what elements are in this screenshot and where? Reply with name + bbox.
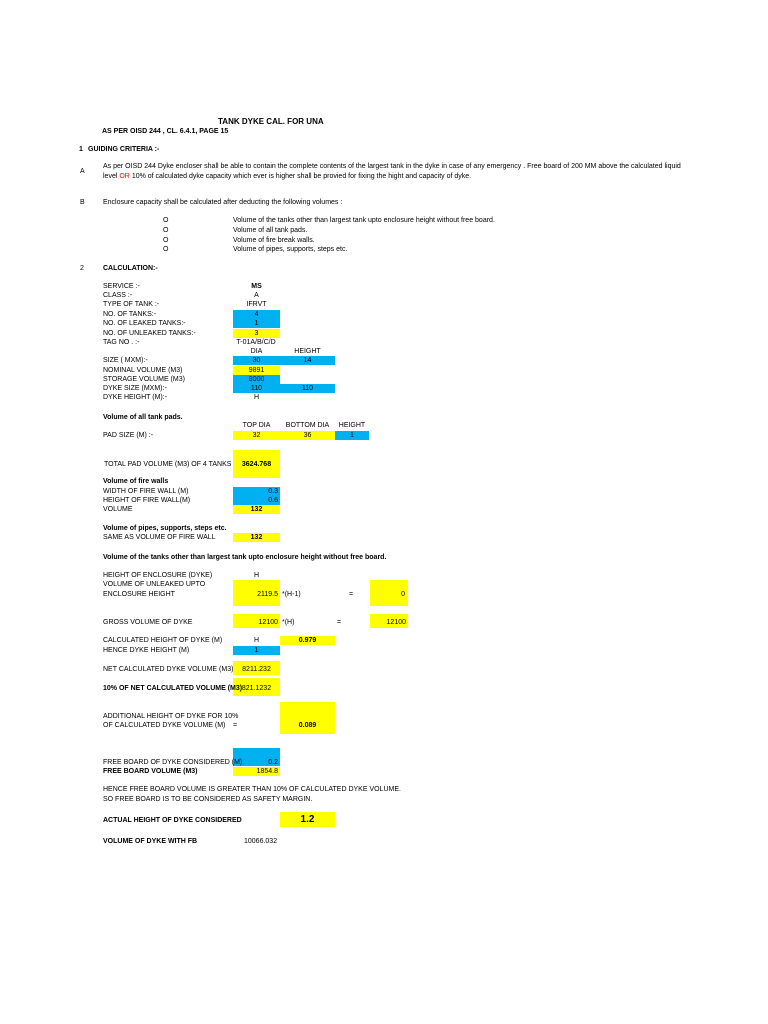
bullet-text: Volume of all tank pads.: [233, 227, 308, 234]
hence-height-value: 1: [233, 646, 280, 655]
pads-heading: Volume of all tank pads.: [103, 414, 183, 421]
size-height: 14: [280, 356, 335, 365]
unleaked-value: 3: [233, 329, 280, 338]
gross-result: 12100: [386, 619, 406, 626]
tank-type-value: IFRVT: [246, 301, 267, 308]
dyke-size-label: DYKE SIZE (MXM):-: [103, 385, 167, 392]
bottom-dia-header: BOTTOM DIA: [285, 422, 330, 429]
free-board-value: 0.2: [268, 759, 278, 766]
tanks-value: 4: [233, 310, 280, 319]
calc-height-label: CALCULATED HEIGHT OF DYKE (M): [103, 637, 223, 644]
bullet-text: Volume of the tanks other than largest tank upto enclosure height without free board.: [233, 217, 495, 224]
fire-volume-label: VOLUME: [103, 506, 133, 513]
nominal-value: 9891: [233, 366, 280, 375]
reference-line: AS PER OISD 244 , CL. 6.4.1, PAGE 15: [102, 128, 229, 135]
free-board-volume-label: FREE BOARD VOLUME (M3): [103, 768, 198, 775]
unleaked-vol-label: VOLUME OF UNLEAKED UPTO: [103, 581, 206, 588]
pipes-label: SAME AS VOLUME OF FIRE WALL: [103, 534, 216, 541]
net-volume-value: 8211.232: [242, 666, 271, 673]
conclusion-note-2: SO FREE BOARD IS TO BE CONSIDERED AS SAFETY MARGIN.: [103, 796, 313, 803]
free-board-volume-value: 1854.8: [233, 767, 280, 776]
pad-size-label: PAD SIZE (M) :-: [103, 432, 154, 439]
additional-label: ADDITIONAL HEIGHT OF DYKE FOR 10%: [103, 713, 239, 720]
additional-label-2: OF CALCULATED DYKE VOLUME (M): [103, 722, 226, 729]
top-dia-header: TOP DIA: [242, 422, 271, 429]
ten-percent-label: 10% OF NET CALCULATED VOLUME (M3): [103, 685, 243, 692]
hoe-value: H: [253, 572, 260, 579]
tag-label: TAG NO . :-: [103, 339, 140, 346]
pipes-value: 132: [233, 533, 280, 542]
hence-height-label: HENCE DYKE HEIGHT (M): [103, 647, 190, 654]
equals-sign: =: [349, 591, 354, 598]
pad-top-dia: 32: [233, 431, 280, 440]
dyke-height-value: H: [253, 394, 260, 401]
unleaked-result: 0: [401, 591, 405, 598]
storage-value: 8000: [233, 375, 280, 384]
actual-height-label: ACTUAL HEIGHT OF DYKE CONSIDERED: [103, 817, 242, 824]
pad-bottom-dia: 36: [280, 431, 335, 440]
unleaked-vol-label-2: ENCLOSURE HEIGHT: [103, 591, 175, 598]
fire-width-value: 0.3: [233, 487, 280, 496]
clause-text: Enclosure capacity shall be calculated after deducting the following volumes :: [103, 199, 343, 206]
dyke-size-b: 110: [280, 384, 335, 393]
gross-label: GROSS VOLUME OF DYKE: [103, 619, 193, 626]
free-board-label: FREE BOARD OF DYKE CONSIDERED (M): [103, 759, 243, 766]
fire-volume-value: 132: [233, 505, 280, 514]
unleaked-vol-value: 2119.5: [257, 591, 278, 598]
ten-percent-value: 821.1232: [241, 685, 272, 692]
pipes-heading: Volume of pipes, supports, steps etc.: [103, 525, 227, 532]
dia-header: DIA: [250, 348, 263, 355]
section-heading: CALCULATION:-: [103, 265, 158, 272]
section-number: 2: [80, 265, 84, 272]
hoe-label: HEIGHT OF ENCLOSURE (DYKE): [103, 572, 213, 579]
calc-height-value: 0.979: [280, 636, 335, 645]
pad-height-header: HEIGHT: [338, 422, 366, 429]
fire-width-label: WIDTH OF FIRE WALL (M): [103, 488, 189, 495]
bullet-mark: O: [163, 217, 169, 224]
gross-multiplier: *(H): [282, 619, 295, 626]
bullet-mark: O: [163, 227, 169, 234]
other-heading: Volume of the tanks other than largest tank upto enclosure height without free board.: [103, 554, 387, 561]
tag-value: T-01A/B/C/D: [236, 339, 276, 346]
storage-label: STORAGE VOLUME (M3): [103, 376, 185, 383]
volume-with-fb-value: 10066.032: [244, 838, 278, 845]
tanks-label: NO. OF TANKS:-: [103, 311, 157, 318]
service-label: SERVICE :-: [103, 283, 140, 290]
pad-height: 1: [335, 431, 369, 440]
net-volume-label: NET CALCULATED DYKE VOLUME (M3): [103, 666, 234, 673]
tank-type-label: TYPE OF TANK :-: [103, 301, 160, 308]
bullet-text: Volume of pipes, supports, steps etc.: [233, 246, 348, 253]
section-number: 1: [79, 146, 83, 153]
document-title: TANK DYKE CAL. FOR UNA: [218, 117, 324, 126]
bullet-text: Volume of fire break walls.: [233, 237, 315, 244]
leaked-label: NO. OF LEAKED TANKS:-: [103, 320, 186, 327]
section-heading: GUIDING CRITERIA :-: [88, 146, 160, 153]
dyke-height-label: DYKE HEIGHT (M):-: [103, 394, 168, 401]
clause-text: As per OISD 244 Dyke encloser shall be able to contain the complete contents of the largest tank in the dyke in case of any emergency . Free board of 200 MM above the calculated liquid: [103, 163, 681, 170]
gross-value: 12100: [258, 619, 278, 626]
actual-height-value: 1.2: [280, 812, 335, 827]
class-value: A: [254, 292, 259, 299]
nominal-label: NOMINAL VOLUME (M3): [103, 367, 183, 374]
total-pad-label: TOTAL PAD VOLUME (M3) OF 4 TANKS: [104, 461, 232, 468]
height-header: HEIGHT: [294, 348, 321, 355]
or-highlight: OR: [119, 173, 130, 180]
size-label: SIZE ( MXM):-: [103, 357, 148, 364]
clause-letter: B: [80, 199, 85, 206]
calc-height-symbol: H: [253, 637, 260, 644]
class-label: CLASS :-: [103, 292, 133, 299]
unleaked-label: NO. OF UNLEAKED TANKS:-: [103, 330, 196, 337]
equals-sign: =: [337, 619, 342, 626]
bullet-mark: O: [163, 246, 169, 253]
conclusion-note: HENCE FREE BOARD VOLUME IS GREATER THAN 10% OF CALCULATED DYKE VOLUME.: [103, 786, 401, 793]
fire-height-value: 0.6: [233, 496, 280, 505]
additional-value: 0.089: [298, 722, 317, 729]
clause-letter: A: [80, 168, 85, 175]
bullet-mark: O: [163, 237, 169, 244]
fire-height-label: HEIGHT OF FIRE WALL(M): [103, 497, 191, 504]
fire-heading: Volume of fire walls: [103, 478, 169, 485]
size-dia: 30: [233, 356, 280, 365]
leaked-value: 1: [233, 319, 280, 328]
dyke-size-a: 110: [233, 384, 280, 393]
unleaked-multiplier: *(H-1): [282, 591, 301, 598]
volume-with-fb-label: VOLUME OF DYKE WITH FB: [103, 838, 198, 845]
clause-text-line2: level OR 10% of calculated dyke capacity which ever is higher shall be provied for fixing the hight and capacity of dyke.: [103, 173, 472, 180]
service-value: MS: [251, 283, 262, 290]
equals-sign: =: [233, 722, 238, 729]
total-pad-value: 3624.768: [241, 461, 272, 468]
